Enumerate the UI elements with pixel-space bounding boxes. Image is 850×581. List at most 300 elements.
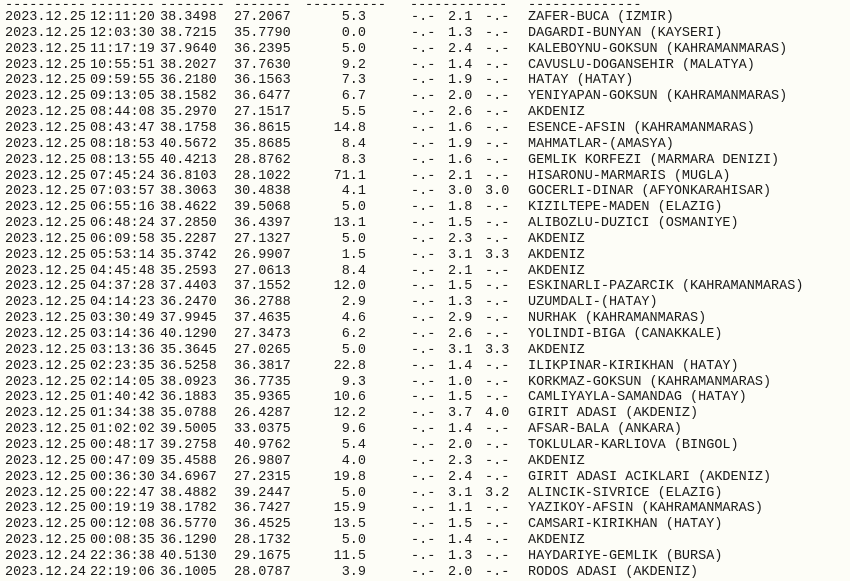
cell-lat: 37.4403 [160,279,217,295]
cell-date: 2023.12.25 [5,342,87,358]
table-row [0,73,850,89]
cell-date: 2023.12.24 [5,548,87,564]
cell-lat: 38.1582 [160,89,217,105]
cell-lat: 36.1005 [160,564,217,580]
cell-depth: 11.5 [333,548,366,564]
cell-lon: 36.7735 [234,374,291,390]
cell-lon: 28.0787 [234,564,291,580]
cell-ml: 1.3 [448,548,473,564]
cell-location: NURHAK (KAHRAMANMARAS) [528,311,707,327]
rule-location: -------------- [528,0,642,13]
cell-depth: 5.0 [341,231,366,247]
cell-mw: 4.0 [485,406,510,422]
table-row [0,343,850,359]
cell-lat: 35.4588 [160,453,217,469]
cell-lat: 38.7215 [160,25,217,41]
cell-lat: 37.9945 [160,311,217,327]
cell-mw: -.- [485,374,510,390]
table-row [0,105,850,121]
cell-ml: 1.8 [448,200,473,216]
cell-mw: -.- [485,548,510,564]
table-row [0,200,850,216]
cell-time: 00:12:08 [90,517,155,533]
cell-time: 08:43:47 [90,120,155,136]
rule-time: -------- [90,0,155,13]
cell-depth: 5.0 [341,342,366,358]
cell-location: GIRIT ADASI ACIKLARI (AKDENIZ) [528,469,772,485]
cell-lon: 36.1563 [234,73,291,89]
cell-date: 2023.12.25 [5,168,87,184]
cell-depth: 5.0 [341,41,366,57]
cell-lat: 36.1883 [160,390,217,406]
cell-time: 07:03:57 [90,184,155,200]
cell-mw: -.- [485,517,510,533]
rule-date: ---------- [5,0,87,13]
cell-depth: 15.9 [333,501,366,517]
cell-location: YAZIKOY-AFSIN (KAHRAMANMARAS) [528,501,763,517]
cell-lat: 38.2027 [160,57,217,73]
cell-depth: 5.0 [341,485,366,501]
cell-lat: 35.2593 [160,263,217,279]
cell-lon: 37.7630 [234,57,291,73]
cell-lat: 35.0788 [160,406,217,422]
cell-ml: 2.6 [448,327,473,342]
cell-md: -.- [411,548,436,564]
cell-md: -.- [411,501,436,517]
table-row [0,58,850,74]
cell-location: YOLINDI-BIGA (CANAKKALE) [528,327,723,342]
cell-mw: -.- [485,200,510,216]
cell-lat: 35.2970 [160,105,217,121]
cell-time: 09:13:05 [90,89,155,105]
cell-depth: 5.3 [341,10,366,25]
table-row [0,438,850,454]
table-row [0,216,850,232]
cell-mw: -.- [485,231,510,247]
cell-lat: 39.5005 [160,422,217,438]
cell-ml: 2.0 [448,89,473,105]
cell-ml: 1.6 [448,120,473,136]
cell-location: MAHMATLAR-(AMASYA) [528,136,674,152]
cell-md: -.- [411,422,436,438]
cell-ml: 3.1 [448,342,473,358]
cell-time: 22:36:38 [90,548,155,564]
cell-date: 2023.12.24 [5,564,87,580]
cell-md: -.- [411,200,436,216]
cell-depth: 8.4 [341,136,366,152]
cell-date: 2023.12.25 [5,517,87,533]
cell-time: 22:19:06 [90,564,155,580]
cell-ml: 1.1 [448,501,473,517]
cell-time: 00:08:35 [90,533,155,549]
cell-location: DAGARDI-BUNYAN (KAYSERI) [528,25,723,41]
cell-depth: 19.8 [333,469,366,485]
cell-ml: 1.9 [448,73,473,89]
cell-lon: 28.8762 [234,152,291,168]
cell-lat: 38.0923 [160,374,217,390]
cell-lon: 37.1552 [234,279,291,295]
cell-ml: 1.9 [448,136,473,152]
cell-mw: -.- [485,311,510,327]
cell-time: 00:36:30 [90,469,155,485]
table-row [0,375,850,391]
cell-depth: 7.3 [341,73,366,89]
cell-mw: -.- [485,57,510,73]
cell-ml: 2.3 [448,453,473,469]
cell-lon: 33.0375 [234,422,291,438]
cell-ml: 2.6 [448,105,473,121]
cell-lon: 35.9365 [234,390,291,406]
rule-lat: -------- [160,0,225,13]
cell-mw: -.- [485,358,510,374]
cell-md: -.- [411,247,436,263]
cell-time: 08:44:08 [90,105,155,121]
cell-lon: 26.4287 [234,406,291,422]
cell-date: 2023.12.25 [5,10,87,25]
table-row [0,359,850,375]
cell-time: 07:45:24 [90,168,155,184]
cell-mw: -.- [485,469,510,485]
cell-ml: 2.4 [448,469,473,485]
rule-depth: ---------- [305,0,387,13]
cell-ml: 1.0 [448,374,473,390]
cell-depth: 9.6 [341,422,366,438]
cell-lon: 27.2067 [234,10,291,25]
table-row [0,121,850,137]
cell-lon: 27.1327 [234,231,291,247]
cell-time: 01:40:42 [90,390,155,406]
cell-md: -.- [411,231,436,247]
cell-md: -.- [411,263,436,279]
cell-mw: -.- [485,168,510,184]
cell-ml: 2.4 [448,41,473,57]
cell-date: 2023.12.25 [5,136,87,152]
cell-md: -.- [411,105,436,121]
cell-ml: 2.3 [448,231,473,247]
cell-depth: 14.8 [333,120,366,136]
cell-ml: 1.4 [448,358,473,374]
cell-depth: 5.5 [341,105,366,121]
cell-lat: 35.2287 [160,231,217,247]
cell-mw: 3.0 [485,184,510,200]
cell-mw: -.- [485,422,510,438]
cell-depth: 12.0 [333,279,366,295]
cell-ml: 2.9 [448,311,473,327]
cell-lon: 27.0613 [234,263,291,279]
cell-lon: 40.9762 [234,437,291,453]
cell-time: 00:22:47 [90,485,155,501]
cell-mw: -.- [485,295,510,311]
cell-lon: 36.6477 [234,89,291,105]
cell-location: AKDENIZ [528,247,585,263]
cell-date: 2023.12.25 [5,57,87,73]
cell-location: AFSAR-BALA (ANKARA) [528,422,682,438]
cell-lat: 40.4213 [160,152,217,168]
cell-lon: 27.0265 [234,342,291,358]
cell-depth: 22.8 [333,358,366,374]
cell-lon: 36.2788 [234,295,291,311]
cell-date: 2023.12.25 [5,263,87,279]
cell-date: 2023.12.25 [5,437,87,453]
cell-lat: 40.1290 [160,327,217,342]
table-row [0,422,850,438]
cell-mw: -.- [485,136,510,152]
table-row [0,406,850,422]
cell-depth: 8.3 [341,152,366,168]
cell-lon: 26.9807 [234,453,291,469]
cell-md: -.- [411,184,436,200]
cell-mw: -.- [485,216,510,232]
cell-mw: -.- [485,25,510,41]
table-row [0,279,850,295]
cell-time: 02:23:35 [90,358,155,374]
cell-date: 2023.12.25 [5,485,87,501]
cell-date: 2023.12.25 [5,358,87,374]
cell-date: 2023.12.25 [5,41,87,57]
cell-date: 2023.12.25 [5,279,87,295]
table-row [0,390,850,406]
cell-depth: 4.6 [341,311,366,327]
cell-time: 04:45:48 [90,263,155,279]
cell-mw: 3.3 [485,247,510,263]
cell-md: -.- [411,136,436,152]
cell-time: 00:19:19 [90,501,155,517]
cell-lon: 36.4525 [234,517,291,533]
cell-md: -.- [411,469,436,485]
cell-lon: 28.1022 [234,168,291,184]
cell-location: KALEBOYNU-GOKSUN (KAHRAMANMARAS) [528,41,788,57]
table-row [0,10,850,26]
cell-lon: 27.2315 [234,469,291,485]
cell-location: ESKINARLI-PAZARCIK (KAHRAMANMARAS) [528,279,804,295]
cell-ml: 2.1 [448,10,473,25]
cell-depth: 4.1 [341,184,366,200]
table-row [0,153,850,169]
cell-depth: 8.4 [341,263,366,279]
cell-mw: -.- [485,279,510,295]
cell-depth: 5.0 [341,533,366,549]
cell-date: 2023.12.25 [5,120,87,136]
cell-mw: -.- [485,89,510,105]
table-row [0,264,850,280]
cell-time: 06:48:24 [90,216,155,232]
cell-location: GIRIT ADASI (AKDENIZ) [528,406,699,422]
cell-date: 2023.12.25 [5,469,87,485]
cell-lat: 40.5672 [160,136,217,152]
cell-depth: 5.4 [341,437,366,453]
cell-time: 03:30:49 [90,311,155,327]
table-row [0,454,850,470]
cell-location: GOCERLI-DINAR (AFYONKARAHISAR) [528,184,772,200]
cell-time: 06:55:16 [90,200,155,216]
cell-ml: 1.5 [448,216,473,232]
cell-md: -.- [411,342,436,358]
cell-lat: 37.9640 [160,41,217,57]
cell-md: -.- [411,120,436,136]
cell-lon: 30.4838 [234,184,291,200]
cell-ml: 3.1 [448,485,473,501]
table-row [0,42,850,58]
cell-ml: 2.0 [448,437,473,453]
cell-date: 2023.12.25 [5,152,87,168]
cell-lon: 36.3817 [234,358,291,374]
cell-ml: 2.1 [448,168,473,184]
table-row [0,184,850,200]
table-row [0,26,850,42]
cell-depth: 12.2 [333,406,366,422]
cell-lat: 36.2470 [160,295,217,311]
cell-date: 2023.12.25 [5,533,87,549]
cell-location: ZAFER-BUCA (IZMIR) [528,10,674,25]
table-row [0,295,850,311]
cell-mw: -.- [485,533,510,549]
cell-date: 2023.12.25 [5,501,87,517]
cell-ml: 1.5 [448,279,473,295]
cell-depth: 6.2 [341,327,366,342]
cell-location: AKDENIZ [528,231,585,247]
cell-lat: 34.6967 [160,469,217,485]
cell-depth: 0.0 [341,25,366,41]
cell-md: -.- [411,327,436,342]
cell-depth: 6.7 [341,89,366,105]
cell-md: -.- [411,10,436,25]
cell-lat: 36.8103 [160,168,217,184]
cell-location: ESENCE-AFSIN (KAHRAMANMARAS) [528,120,755,136]
cell-lat: 35.3742 [160,247,217,263]
cell-date: 2023.12.25 [5,422,87,438]
cell-depth: 2.9 [341,295,366,311]
cell-ml: 3.7 [448,406,473,422]
cell-date: 2023.12.25 [5,25,87,41]
cell-time: 06:09:58 [90,231,155,247]
cell-time: 00:48:17 [90,437,155,453]
cell-md: -.- [411,89,436,105]
cell-md: -.- [411,437,436,453]
cell-lat: 38.3063 [160,184,217,200]
cell-depth: 4.0 [341,453,366,469]
cell-lat: 36.1290 [160,533,217,549]
table-row [0,470,850,486]
cell-ml: 2.0 [448,564,473,580]
cell-date: 2023.12.25 [5,73,87,89]
cell-lat: 36.2180 [160,73,217,89]
cell-depth: 13.5 [333,517,366,533]
rule-lon: ------- [234,0,291,13]
cell-ml: 1.5 [448,390,473,406]
cell-mw: -.- [485,152,510,168]
table-row [0,501,850,517]
cell-ml: 1.4 [448,422,473,438]
cell-ml: 2.1 [448,263,473,279]
table-row [0,327,850,343]
cell-md: -.- [411,216,436,232]
cell-date: 2023.12.25 [5,390,87,406]
cell-md: -.- [411,390,436,406]
cell-lon: 35.7790 [234,25,291,41]
cell-time: 12:11:20 [90,10,155,25]
cell-date: 2023.12.25 [5,216,87,232]
cell-location: TOKLULAR-KARLIOVA (BINGOL) [528,437,739,453]
cell-mw: -.- [485,564,510,580]
cell-lon: 28.1732 [234,533,291,549]
cell-time: 09:59:55 [90,73,155,89]
cell-location: CAMLIYAYLA-SAMANDAG (HATAY) [528,390,747,406]
cell-md: -.- [411,168,436,184]
cell-depth: 71.1 [333,168,366,184]
cell-md: -.- [411,358,436,374]
cell-time: 10:55:51 [90,57,155,73]
cell-mw: -.- [485,105,510,121]
cell-date: 2023.12.25 [5,295,87,311]
cell-location: AKDENIZ [528,105,585,121]
cell-time: 03:13:36 [90,342,155,358]
cell-depth: 9.3 [341,374,366,390]
cell-location: YENIYAPAN-GOKSUN (KAHRAMANMARAS) [528,89,788,105]
cell-ml: 1.3 [448,25,473,41]
cell-mw: -.- [485,120,510,136]
cell-location: UZUMDALI-(HATAY) [528,295,658,311]
cell-md: -.- [411,564,436,580]
cell-location: AKDENIZ [528,453,585,469]
cell-md: -.- [411,152,436,168]
cell-location: CAVUSLU-DOGANSEHIR (MALATYA) [528,57,755,73]
cell-date: 2023.12.25 [5,89,87,105]
cell-mw: -.- [485,501,510,517]
cell-md: -.- [411,311,436,327]
cell-time: 11:17:19 [90,41,155,57]
cell-md: -.- [411,485,436,501]
cell-lat: 38.3498 [160,10,217,25]
cell-depth: 9.2 [341,57,366,73]
cell-lat: 38.1758 [160,120,217,136]
cell-md: -.- [411,406,436,422]
cell-time: 12:03:30 [90,25,155,41]
cell-location: ALIBOZLU-DUZICI (OSMANIYE) [528,216,739,232]
cell-lat: 36.5770 [160,517,217,533]
table-row [0,533,850,549]
cell-lat: 35.3645 [160,342,217,358]
table-row [0,311,850,327]
cell-mw: -.- [485,453,510,469]
cell-lon: 39.2447 [234,485,291,501]
cell-lon: 37.4635 [234,311,291,327]
cell-ml: 3.1 [448,247,473,263]
cell-mw: -.- [485,10,510,25]
table-row [0,565,850,581]
cell-date: 2023.12.25 [5,105,87,121]
cell-lon: 36.2395 [234,41,291,57]
cell-location: KORKMAZ-GOKSUN (KAHRAMANMARAS) [528,374,772,390]
cell-location: HATAY (HATAY) [528,73,634,89]
cell-mw: -.- [485,41,510,57]
table-row [0,486,850,502]
cell-md: -.- [411,453,436,469]
cell-lon: 35.8685 [234,136,291,152]
cell-depth: 5.0 [341,200,366,216]
cell-mw: -.- [485,263,510,279]
cell-mw: -.- [485,390,510,406]
cell-lat: 40.5130 [160,548,217,564]
cell-mw: -.- [485,437,510,453]
cell-lon: 36.4397 [234,216,291,232]
cell-time: 02:14:05 [90,374,155,390]
cell-location: ILIKPINAR-KIRIKHAN (HATAY) [528,358,739,374]
cell-location: AKDENIZ [528,342,585,358]
rule-magnitude: ------------ [410,0,508,13]
cell-depth: 1.5 [341,247,366,263]
cell-date: 2023.12.25 [5,184,87,200]
cell-lat: 38.4622 [160,200,217,216]
